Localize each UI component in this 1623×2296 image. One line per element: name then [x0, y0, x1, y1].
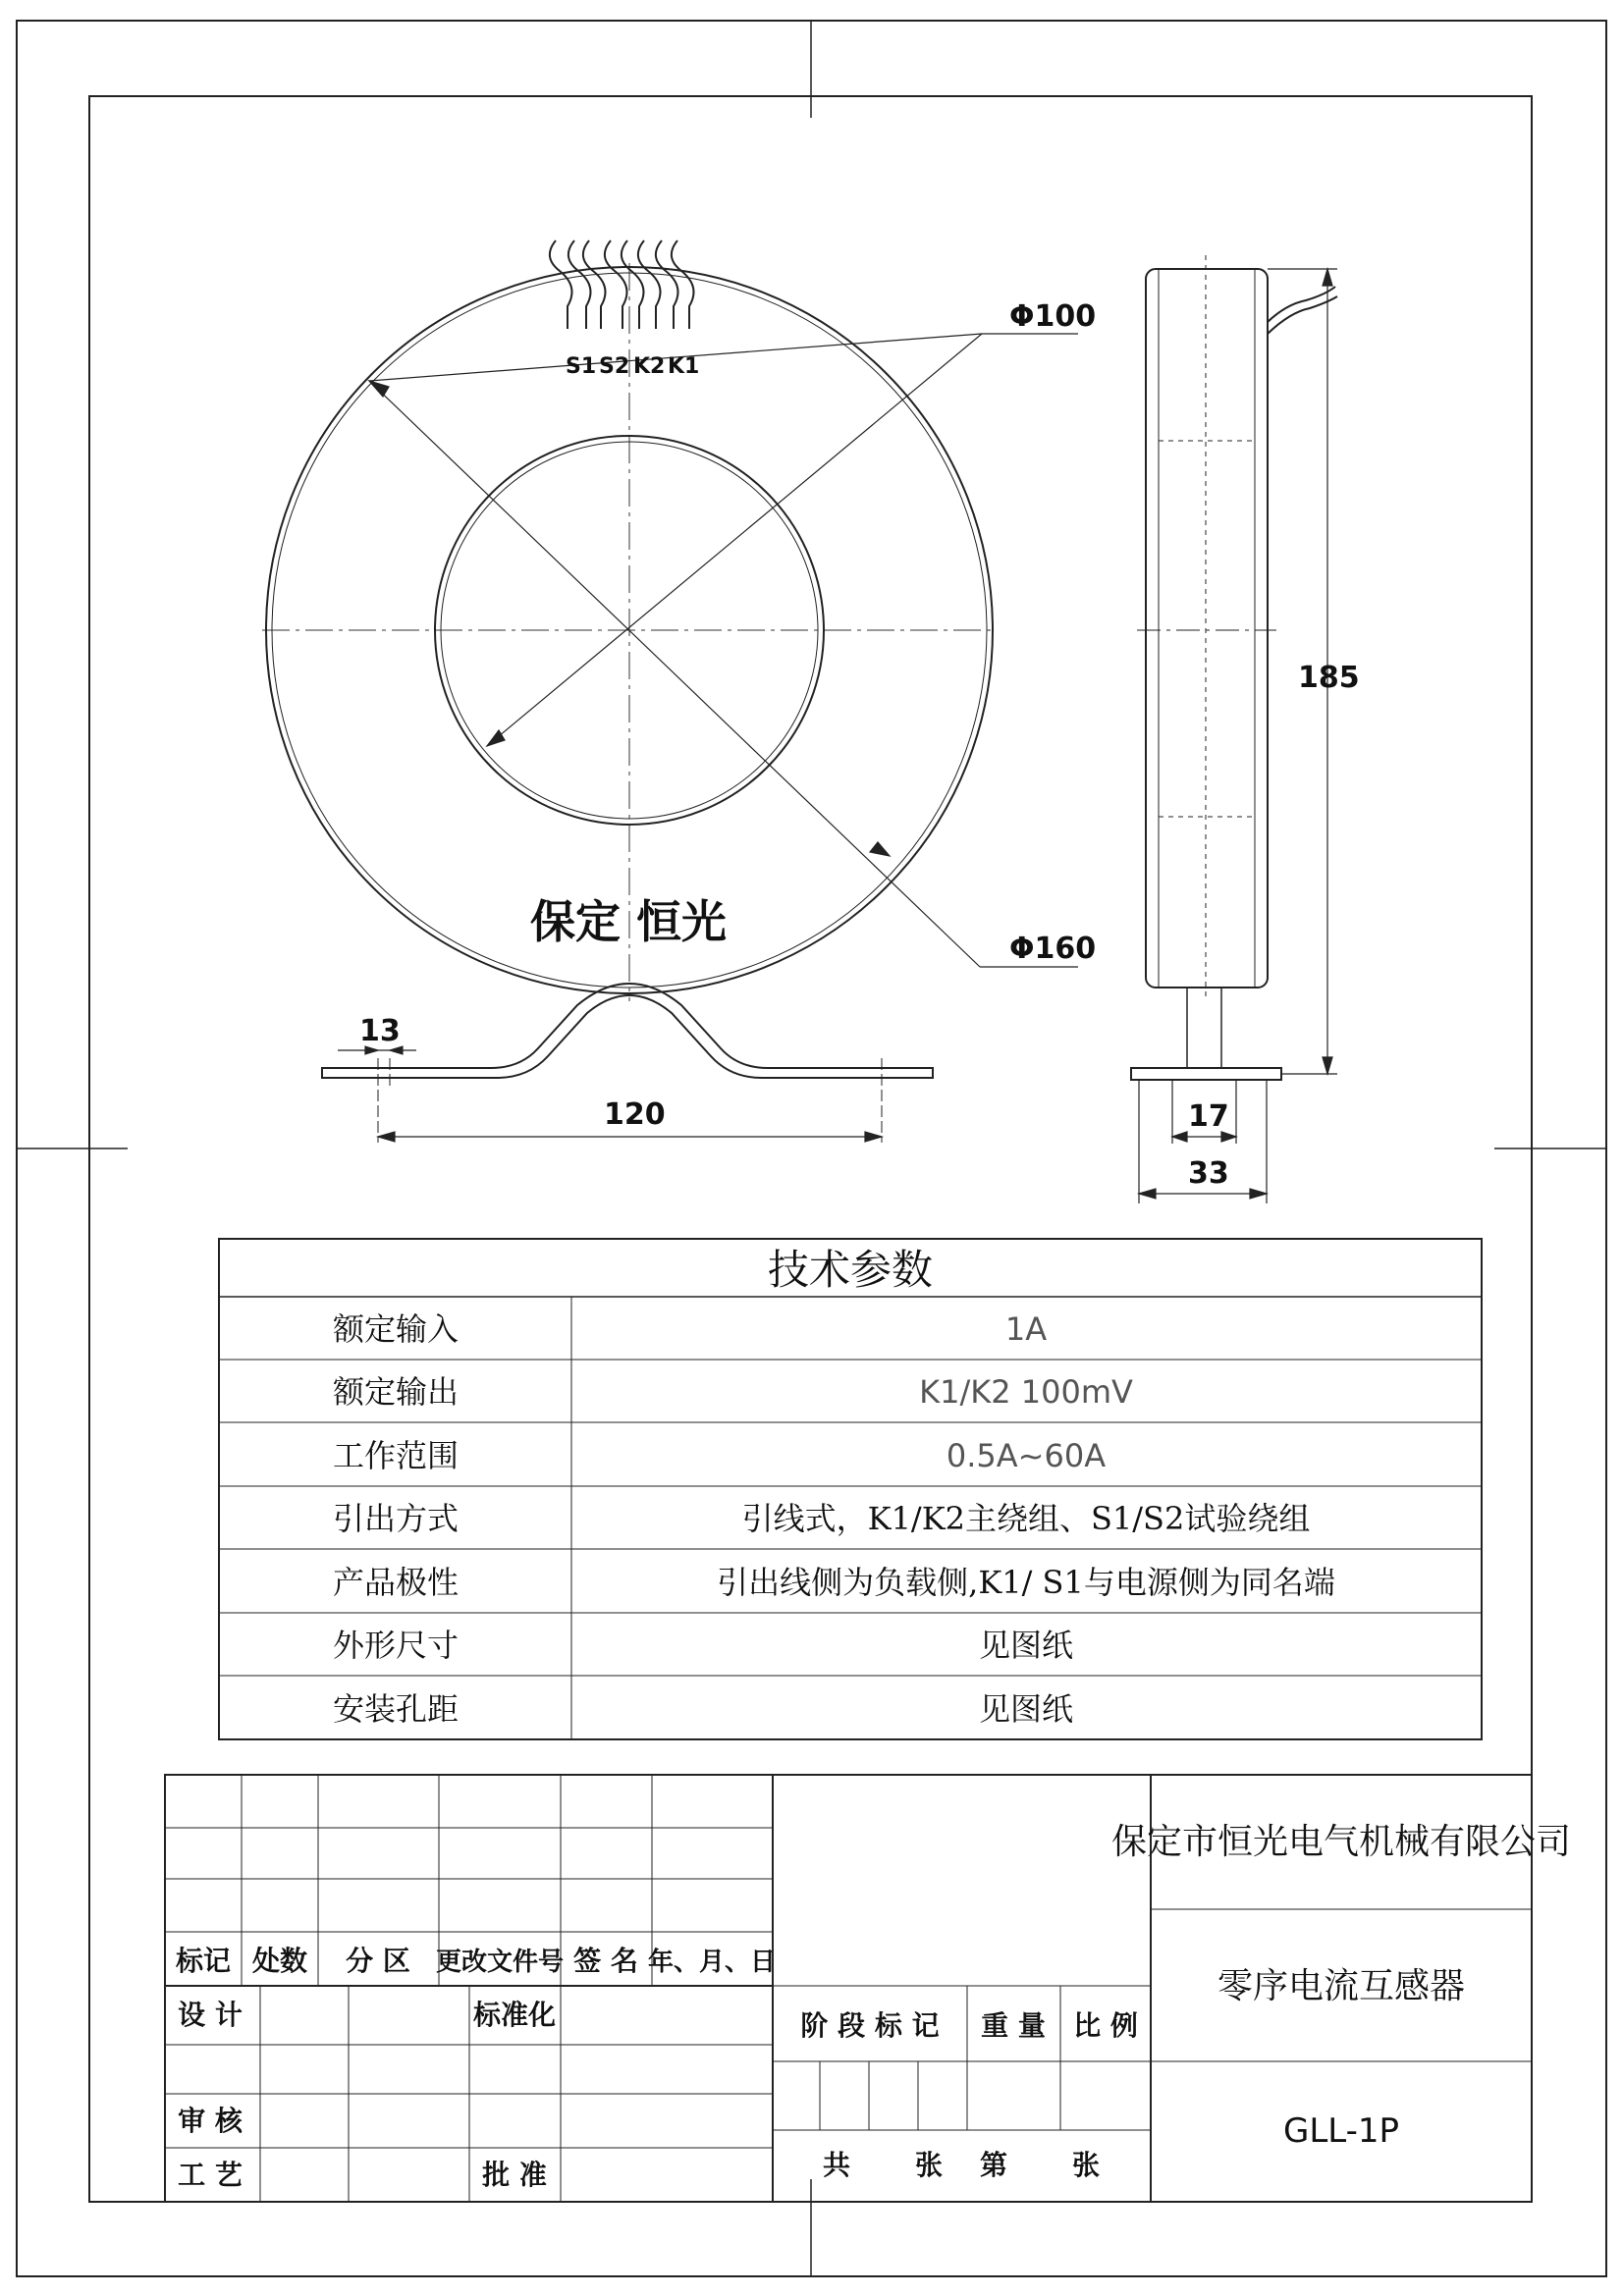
- rev-header-doc-no: 更改文件号: [435, 1948, 565, 1977]
- spec-value-lead-method: 引线式，K1/K2主绕组、S1/S2试验绕组: [741, 1500, 1311, 1537]
- label-sheet-no: 第: [979, 2149, 1008, 2181]
- model-number: GLL-1P: [1282, 2111, 1400, 2151]
- label-weight: 重 量: [981, 2009, 1046, 2042]
- outer-diameter-label: Φ100: [1009, 299, 1097, 334]
- sheet-frames: [17, 21, 1606, 2276]
- rev-header-sign: 签 名: [573, 1945, 638, 1977]
- height-label: 185: [1298, 661, 1360, 695]
- label-sheets-total: 共: [822, 2149, 851, 2181]
- spec-name-rated-input: 额定输入: [332, 1310, 460, 1348]
- spec-value-dimensions: 见图纸: [978, 1627, 1074, 1664]
- outer-frame: [17, 21, 1606, 2276]
- company-name: 保定市恒光电气机械有限公司: [1110, 1822, 1572, 1862]
- terminal-label-k1: K1: [668, 354, 700, 379]
- brand-text: 保定 恒光: [530, 895, 728, 948]
- side-body: [1146, 269, 1268, 988]
- inner-frame: [89, 96, 1532, 2202]
- label-scale: 比 例: [1073, 2009, 1138, 2042]
- label-approve: 批 准: [482, 2159, 547, 2191]
- spec-table: [219, 1239, 1482, 1739]
- spec-value-rated-input: 1A: [1004, 1310, 1048, 1348]
- lead-wires: [550, 240, 694, 329]
- label-sheet-unit-1: 张: [914, 2149, 944, 2181]
- front-view: [262, 240, 1096, 1143]
- rev-header-mark: 标记: [175, 1945, 232, 1977]
- mount-span-label: 120: [604, 1097, 666, 1132]
- spec-value-hole-spacing: 见图纸: [978, 1690, 1074, 1728]
- spec-name-hole-spacing: 安装孔距: [332, 1690, 460, 1728]
- spec-value-polarity: 引出线侧为负载侧,K1/ S1与电源侧为同名端: [717, 1564, 1335, 1601]
- mounting-foot: [322, 984, 933, 1078]
- terminal-label-s1: S1: [566, 354, 597, 379]
- spec-name-rated-output: 额定输出: [332, 1373, 460, 1411]
- terminal-labels: [566, 354, 699, 379]
- spec-value-rated-output: K1/K2 100mV: [919, 1373, 1133, 1411]
- side-view: [1131, 255, 1360, 1203]
- terminal-label-k2: K2: [633, 354, 666, 379]
- spec-name-polarity: 产品极性: [332, 1564, 460, 1601]
- label-process: 工 艺: [178, 2159, 243, 2191]
- label-design: 设 计: [178, 1999, 243, 2031]
- label-standardization: 标准化: [472, 1999, 557, 2031]
- base-inner-label: 17: [1188, 1099, 1229, 1134]
- terminal-label-s2: S2: [599, 354, 630, 379]
- rev-header-count: 处数: [251, 1945, 308, 1977]
- product-name: 零序电流互感器: [1217, 1966, 1466, 2006]
- spec-table-title: 技术参数: [767, 1246, 934, 1294]
- rev-header-date: 年、月、日: [647, 1948, 777, 1977]
- spec-name-dimensions: 外形尺寸: [332, 1627, 460, 1664]
- mount-hole-label: 13: [359, 1014, 401, 1048]
- spec-value-working-range: 0.5A~60A: [946, 1437, 1107, 1474]
- base-outer-label: 33: [1188, 1156, 1229, 1191]
- rev-header-zone: 分 区: [346, 1945, 410, 1977]
- label-sheet-unit-2: 张: [1071, 2149, 1101, 2181]
- title-block: [165, 1775, 1571, 2202]
- spec-name-working-range: 工作范围: [332, 1437, 460, 1474]
- inner-diameter-label: Φ160: [1009, 932, 1097, 966]
- label-stage-mark: 阶 段 标 记: [800, 2009, 940, 2042]
- spec-name-lead-method: 引出方式: [332, 1500, 460, 1537]
- label-review: 审 核: [178, 2105, 243, 2137]
